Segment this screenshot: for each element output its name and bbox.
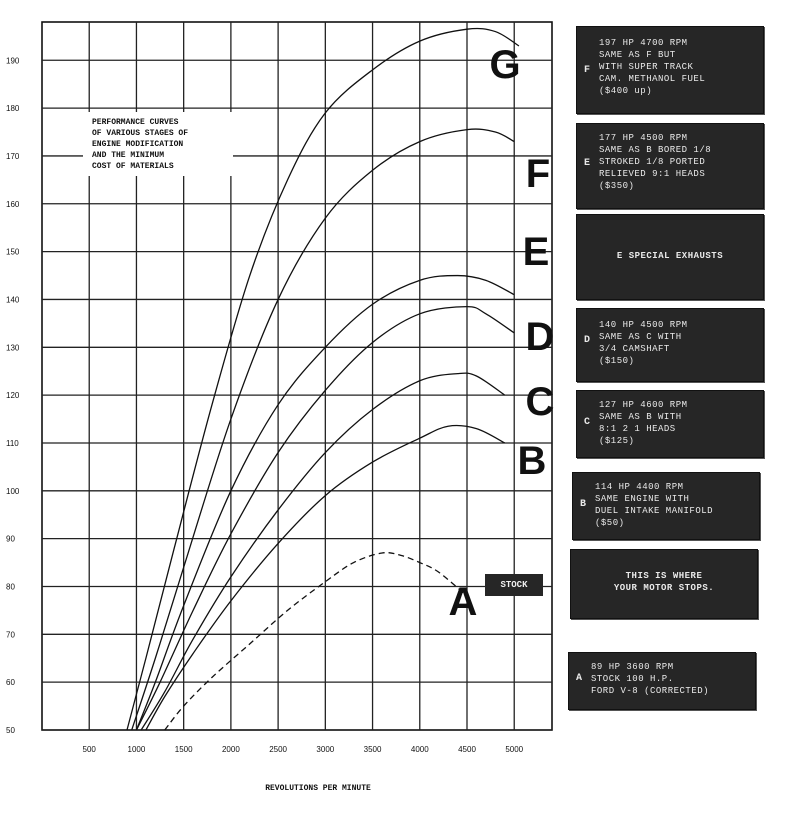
y-tick-label: 160 — [6, 199, 20, 209]
legend-text: E SPECIAL EXHAUSTS — [616, 251, 724, 261]
curve-label-e: E — [522, 230, 550, 274]
x-tick-label: 2000 — [221, 745, 240, 754]
legend-text: 89 HP 3600 RPM STOCK 100 H.P. FORD V-8 (CORRECTED) — [591, 662, 710, 696]
legend-panel-3 — [576, 214, 764, 300]
legend-text: THIS IS WHERE YOUR MOTOR STOPS. — [613, 571, 715, 593]
legend-key: F — [584, 65, 591, 76]
series-line-c — [141, 373, 505, 730]
curve-label-d: D — [525, 315, 555, 359]
legend-key: D — [584, 335, 591, 346]
y-tick-label: 120 — [6, 391, 20, 401]
stock-label: STOCK — [485, 574, 543, 596]
x-tick-label: 5000 — [505, 745, 524, 754]
curve-label-a: A — [448, 580, 478, 624]
legend-panel-2 — [576, 123, 764, 209]
x-tick-label: 4500 — [458, 745, 476, 754]
x-tick-label: 4000 — [410, 745, 429, 754]
y-tick-label: 140 — [6, 295, 20, 305]
curve-label-f: F — [525, 152, 551, 196]
chart-title-line: AND THE MINIMUM — [92, 151, 165, 160]
y-tick-label: 130 — [6, 343, 20, 353]
y-tick-label: 110 — [6, 438, 19, 448]
x-tick-label: 1500 — [174, 745, 193, 754]
x-tick-label: 500 — [82, 745, 96, 754]
legend-text: 127 HP 4600 RPM SAME AS B WITH 8:1 2 1 HEADS ($125) — [599, 400, 688, 446]
legend-text: 197 HP 4700 RPM SAME AS F BUT WITH SUPER TRACK CAM. METHANOL FUEL ($400 up) — [599, 38, 706, 96]
curve-label-c: C — [525, 380, 555, 424]
x-tick-label: 1000 — [127, 745, 146, 754]
x-axis-label: REVOLUTIONS PER MINUTE — [265, 784, 371, 793]
y-tick-label: 170 — [6, 151, 20, 161]
y-tick-label: 90 — [6, 534, 15, 544]
legend-key: B — [580, 499, 587, 510]
x-tick-label: 2500 — [269, 745, 288, 754]
chart-title-line: OF VARIOUS STAGES OF — [92, 129, 189, 138]
legend-panel-8 — [568, 652, 756, 710]
series-line-f — [132, 129, 515, 730]
legend-panel-7 — [570, 549, 758, 619]
y-tick-label: 50 — [6, 726, 15, 735]
legend-panel-4 — [576, 308, 764, 382]
x-tick-label: 3000 — [316, 745, 335, 754]
y-tick-label: 180 — [6, 104, 20, 114]
chart-title-line: ENGINE MODIFICATION — [92, 140, 184, 149]
legend-text: 177 HP 4500 RPM SAME AS B BORED 1/8 STROKED 1/8 PORTED RELIEVED 9:1 HEADS ($350) — [599, 133, 712, 191]
curve-label-b: B — [517, 439, 547, 483]
x-tick-label: 3500 — [363, 745, 382, 754]
y-tick-label: 60 — [6, 678, 15, 688]
legend-key: E — [584, 158, 591, 169]
curve-label-g: G — [489, 43, 521, 87]
legend-panel-1 — [576, 26, 764, 114]
legend-key: A — [576, 673, 583, 684]
legend-text: 114 HP 4400 RPM SAME ENGINE WITH DUEL INTAKE MANIFOLD ($50) — [595, 482, 714, 528]
y-tick-label: 70 — [6, 630, 15, 640]
chart-title-line: COST OF MATERIALS — [92, 162, 174, 171]
y-tick-label: 80 — [6, 582, 15, 592]
legend-panel-5 — [576, 390, 764, 458]
y-tick-label: 100 — [6, 486, 20, 496]
y-tick-label: 150 — [6, 247, 20, 257]
y-tick-label: 190 — [6, 56, 20, 66]
chart-title-line: PERFORMANCE CURVES — [92, 118, 179, 127]
legend-text: 140 HP 4500 RPM SAME AS C WITH 3/4 CAMSHAFT ($150) — [599, 320, 688, 366]
legend-key: C — [584, 417, 591, 428]
series-line-a — [165, 553, 467, 730]
legend-panel-6 — [572, 472, 760, 540]
